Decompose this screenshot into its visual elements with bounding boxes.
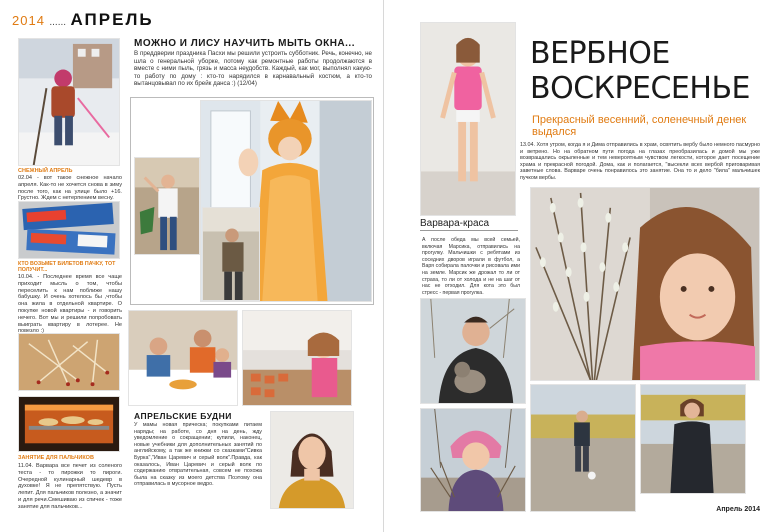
photo-snowy-april (18, 38, 120, 166)
text-snowy-april: 02.04 - вот такое снежное начало апреля. Как-то не хочется снова в зиму после того, как на улице было +16. Грустно. Ждем с нетерпением весну. (18, 175, 122, 202)
text-baking: 11.04. Варвара все печет из соленого теста - то пирожки то пироги. Очередной кулинарный шедевр в духовке! Я не препятствую. Пусть лепит. Для пальчиков полезно, а значит и для речи.Смешиваю из спичек - тоже занятие для пальчиков... (18, 463, 122, 510)
photo-man-cleaning (202, 207, 260, 301)
header-dots: ...... (49, 17, 67, 28)
header-month: АПРЕЛЬ (70, 10, 154, 29)
page-footer: Апрель 2014 (716, 506, 760, 513)
photo-dad-with-cat (420, 298, 526, 404)
photo-mom-walking (640, 384, 746, 494)
weekdays-title: АПРЕЛЬСКИЕ БУДНИ (134, 411, 232, 421)
photo-girl-with-willow (530, 187, 760, 381)
photo-girl-standing (420, 22, 516, 216)
main-article-text: В преддверии праздника Пасхи мы решили устроить субботник. Речь, конечно, не шла о генеральной уборке, потому как ремонтные работы продолжаются в вместе с ними пыль, грязь и масса неудобств. Каждый, как мог, выполнял какую-то работу по дому : кто-то нарядился в карнавальный костюм, а кто-то вытанцовывал по их брейк данса :) (12/04) (134, 50, 372, 88)
caption-lottery: КТО ВОЗЬМЕТ БИЛЕТОВ ПАЧКУ, ТОТ ПОЛУЧИТ... (18, 261, 116, 273)
beauty-title: Варвара-краса (420, 218, 518, 231)
photo-oven-baking (18, 396, 120, 452)
photo-lottery-tickets (18, 201, 120, 259)
photo-matches (18, 333, 120, 391)
page-header (12, 10, 154, 32)
main-article-title: МОЖНО И ЛИСУ НАУЧИТЬ МЫТЬ ОКНА... (134, 38, 355, 49)
text-lottery: 10.04. - Последнее время все чаще приходит мысль о том, чтобы переселить к нам поближе нашу бабушку. И очень хотелось бы ,чтобы она жила в отдельной квартире. О покупке новой квартиры - и говорить нечего. Вот мы и решили попробовать выиграть квартиру в лотерее. Не повезло :) (18, 274, 122, 335)
right-title-line2: ВОСКРЕСЕНЬЕ (530, 71, 750, 106)
caption-snowy-april: СНЕЖНЫЙ АПРЕЛЬ (18, 168, 73, 174)
right-title (530, 36, 766, 106)
right-page (386, 0, 770, 532)
photo-mom-new-haircut (270, 411, 354, 509)
left-page (0, 0, 384, 532)
photo-boys-football (530, 384, 636, 512)
palm-sunday-text: 13.04. Хотя утром, когда я и Дима отправились в храм, освятить вербу было немного пасмурно и ветрено. Но на обратном пути погода на глазах преобразилась и домой мы уже возвращались окрыленные и тем невероятным чувством легкости, которое дает посещение храма и прекрасной погодой. Дома, как и полагается, "высекли всех вербой приговаривая заветные слова. Варваре очень понравилось это занятие. Она то и дело "била" мальчишек пучком вербы. (520, 142, 760, 181)
weekdays-text: У мамы новая прическа; покупками питаем наряды; на работе, со дня на день, жду уведомление о сокращении; купили, наконец, новые учебники для дополнительных занятий по английскому, а так же книжки со сказками"Сивка Бурка","Иван Царевич и серый волк".Правда, как оказалось, Иван Царевич и серый волк по содержанию отвратительная, совсем не похожа была на сказку из моего детства Поэтому она отправилась в мусорное ведро. (134, 422, 262, 488)
right-subtitle: Прекрасный весенний, соленечный денек выдался (532, 114, 747, 138)
photo-family-dinner (128, 310, 238, 406)
right-title-line1: ВЕРБНОЕ (530, 36, 670, 71)
photo-girl-kitchen (242, 310, 352, 406)
photo-boy-dancing (134, 157, 200, 255)
header-year: 2014 (12, 13, 45, 28)
beauty-text: А после обеда мы всей семьей, включая Марсика, отправились на прогулку. Мальчишки с ребятами из соседних дворов играли в футбол, а Варя собирала палочки и рисовала ими на земле. Марсик же дрожал то ли от страха, то ли от холода и не на шаг от нас не отходил. Для кота это был стресс - первая прогулка. (422, 237, 520, 296)
photo-girl-with-sticks (420, 408, 526, 512)
caption-baking: ЗАНЯТИЕ ДЛЯ ПАЛЬЧИКОВ (18, 455, 94, 461)
